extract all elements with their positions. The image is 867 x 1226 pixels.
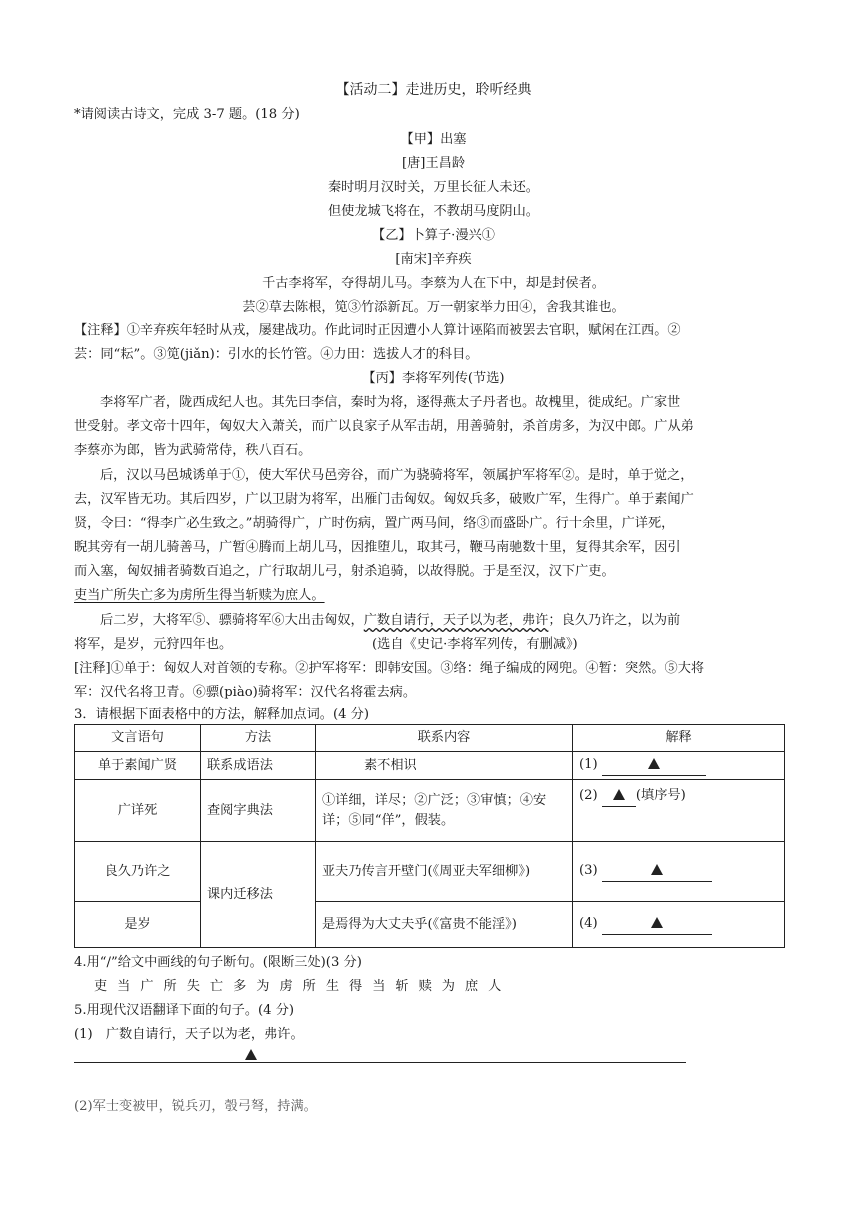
triangle-icon — [613, 789, 625, 800]
q4-sentence: 吏当广所失亡多为虏所生得当斩赎为庶人 — [94, 979, 512, 994]
table-cell-sentence: 良久乃许之 — [75, 842, 201, 902]
poem-a-author: [唐]王昌龄 — [401, 156, 466, 171]
answer-number: (4) — [579, 916, 598, 931]
answer-blank[interactable] — [602, 755, 706, 776]
table-cell-answer — [573, 752, 785, 780]
poem-a-line: 秦时明月汉时关，万里长征人未还。 — [328, 180, 539, 195]
note-c-line: 军：汉代名将卫青。⑥骠(piào)骑将军：汉代名将霍去病。 — [74, 685, 417, 700]
table-cell-sentence: 广详死 — [75, 780, 201, 842]
prose-line: 李蔡亦为郎，皆为武骑常侍，秩八百石。 — [74, 443, 312, 458]
prose-line: 而入塞，匈奴捕者骑数百追之，广行取胡儿弓，射杀追骑，以故得脱。于是至汉，汉下广吏。 — [74, 564, 615, 579]
table-header: 方法 — [201, 725, 316, 752]
note-b-line: 【注释】①辛弃疾年轻时从戎，屡建战功。作此词时正因遭小人算计诬陷而被罢去官职，赋闲在江西。② — [74, 323, 681, 338]
prose-line: 世受射。孝文帝十四年，匈奴大入萧关，而广以良家子从军击胡，用善骑射，杀首虏多，为汉中郎。广从弟 — [74, 419, 694, 434]
answer-note: (填序号) — [635, 788, 686, 803]
prose-underlined-sentence: 吏当广所失亡多为虏所生得当斩赎为庶人。 — [74, 588, 325, 603]
method-table — [74, 724, 785, 948]
table-header-row — [75, 725, 785, 752]
table-cell-content: 素不相识 — [316, 752, 573, 780]
note-c-line: [注释]①单于：匈奴人对首领的专称。②护军将军：即韩安国。③络：绳子编成的网兜。④暂：突然。⑤大将 — [74, 661, 705, 676]
prose-para3-underlined: 广数自请行，天子以为老，弗许 — [363, 613, 549, 628]
prose-line: 后，汉以马邑城诱单于①，使大军伏马邑旁谷，而广为骁骑将军，领属护军将军②。是时，单于觉之， — [100, 468, 694, 483]
poem-a-line: 但使龙城飞将在，不教胡马度阴山。 — [328, 204, 539, 219]
poem-b-line: 千古李将军，夺得胡儿马。李蔡为人在下中，却是封侯者。 — [262, 276, 605, 291]
answer-number: (1) — [579, 757, 598, 772]
q4-prompt: 4.用“/”给文中画线的句子断句。(限断三处)(3 分) — [74, 955, 362, 970]
triangle-icon — [651, 864, 663, 875]
table-row — [75, 842, 785, 902]
prose-para3-pre: 后二岁，大将军⑤、骠骑将军⑥大出击匈奴， — [100, 613, 364, 628]
triangle-icon — [245, 1049, 257, 1060]
answer-number: (3) — [579, 863, 598, 878]
poem-a-heading: 【甲】出塞 — [400, 132, 467, 147]
table-row — [75, 902, 785, 948]
q5-answer-line[interactable] — [74, 1062, 686, 1063]
table-row — [75, 780, 785, 842]
prose-heading: 【丙】李将军列传(节选) — [362, 371, 505, 386]
table-cell-method: 联系成语法 — [201, 752, 316, 780]
prose-para3-line2: 将军，是岁，元狩四年也。 — [74, 637, 233, 652]
prose-line: 睨其旁有一胡儿骑善马，广暂④腾而上胡儿马，因推堕儿，取其弓，鞭马南驰数十里，复得其余军，因引 — [74, 540, 681, 555]
table-cell-content: 是焉得为大丈夫乎(《富贵不能淫》) — [316, 902, 573, 948]
answer-blank[interactable] — [602, 914, 712, 935]
poem-b-line: 芸②草去陈根，笕③竹添新瓦。万一朝家举力田④，舍我其谁也。 — [242, 300, 625, 315]
table-cell-content: 亚夫乃传言开壁门(《周亚夫军细柳》) — [316, 842, 573, 902]
activity-title: 【活动二】走进历史，聆听经典 — [335, 82, 532, 98]
answer-blank[interactable] — [602, 861, 712, 882]
poem-b-heading: 【乙】卜算子·漫兴① — [372, 228, 495, 243]
table-header: 联系内容 — [316, 725, 573, 752]
q5-item-2: (2)军士变被甲，锐兵刃，彀弓弩，持满。 — [74, 1099, 317, 1114]
poem-b-author: [南宋]辛弃疾 — [395, 252, 472, 267]
table-cell-sentence: 单于素闻广贤 — [75, 752, 201, 780]
prose-line: 李将军广者，陇西成纪人也。其先曰李信，秦时为将，逐得燕太子丹者也。故槐里，徙成纪。广家世 — [100, 395, 681, 410]
q5-prompt: 5.用现代汉语翻译下面的句子。(4 分) — [74, 1003, 295, 1018]
triangle-icon — [648, 758, 660, 769]
note-b-line: 芸：同“耘”。③笕(jiǎn)：引水的长竹管。④力田：选拔人才的科目。 — [74, 347, 479, 362]
table-cell-content: ①详细，详尽；②广泛；③审慎；④安详；⑤同“佯”，假装。 — [316, 780, 573, 842]
table-cell-answer — [573, 902, 785, 948]
prose-line: 去，汉军皆无功。其后四岁，广以卫尉为将军，出雁门击匈奴。匈奴兵多，破败广军，生得广。单于素闻广 — [74, 492, 694, 507]
table-row — [75, 752, 785, 780]
table-cell-method: 查阅字典法 — [201, 780, 316, 842]
table-cell-method: 课内迁移法 — [201, 842, 316, 948]
table-cell-answer — [573, 780, 785, 842]
answer-blank[interactable] — [602, 786, 636, 807]
prose-para3 — [100, 612, 680, 629]
q3-prompt: 3．请根据下面表格中的方法，解释加点词。(4 分) — [74, 707, 370, 722]
prose-para3-post: ；良久乃许之，以为前 — [548, 613, 681, 628]
prose-line: 贤，令曰：“得李广必生致之。”胡骑得广，广时伤病，置广两马间，络③而盛卧广。行十余里，广详死， — [74, 516, 675, 531]
triangle-icon — [651, 917, 663, 928]
q5-item-1: (1) 广数自请行，天子以为老，弗许。 — [74, 1027, 304, 1042]
table-cell-answer — [573, 842, 785, 902]
table-header: 解释 — [573, 725, 785, 752]
prose-source: (选自《史记·李将军列传，有删减》) — [372, 637, 578, 652]
table-header: 文言语句 — [75, 725, 201, 752]
table-cell-sentence: 是岁 — [75, 902, 201, 948]
instruction: *请阅读古诗文，完成 3-7 题。(18 分) — [74, 107, 300, 122]
answer-number: (2) — [579, 788, 598, 803]
